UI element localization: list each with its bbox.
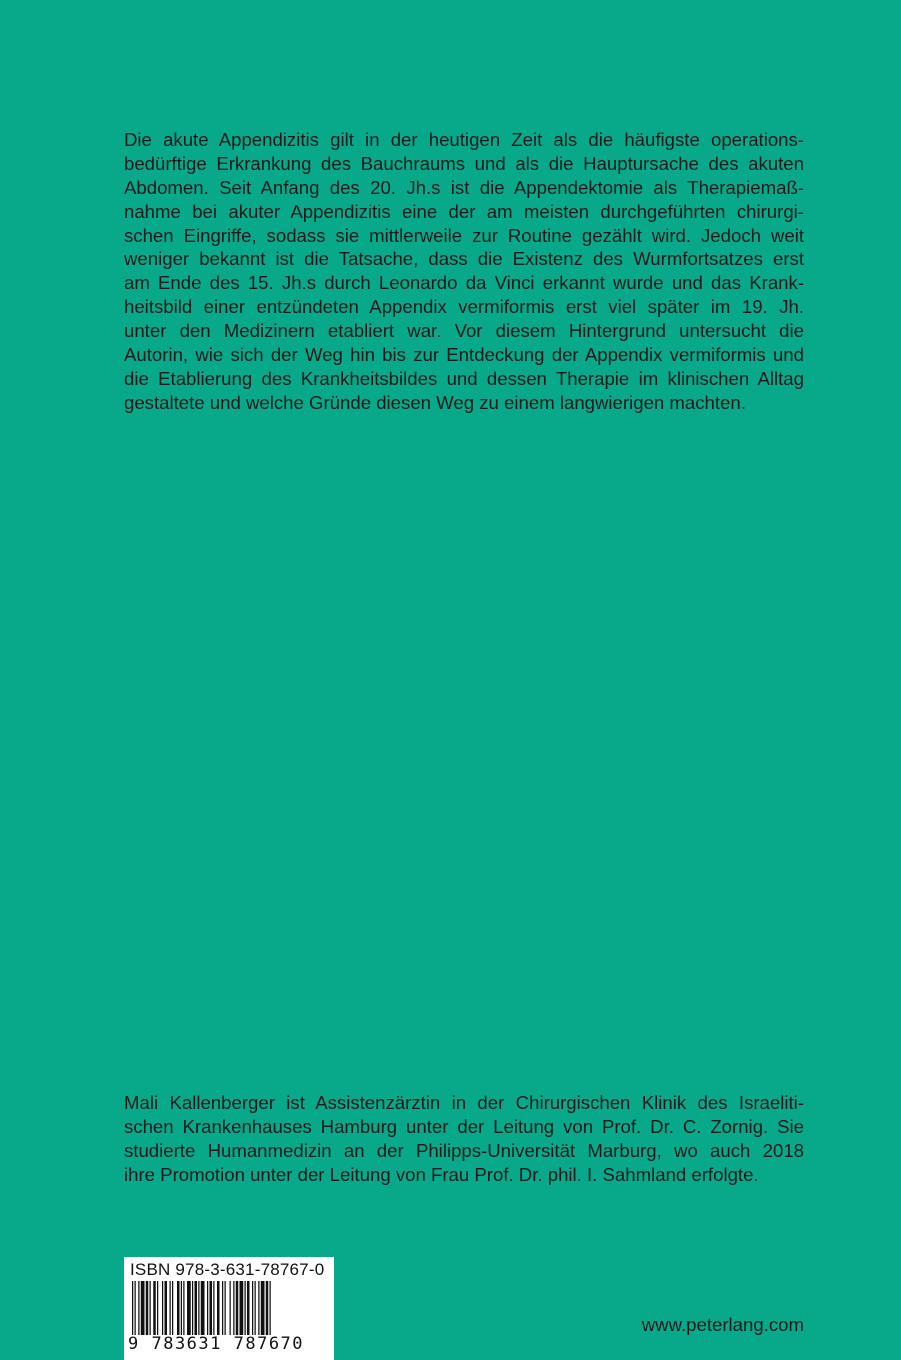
author-line: Mali Kallenberger ist Assistenzärztin in der Chirurgischen Klinik des Israeliti- — [124, 1092, 804, 1113]
blurb-line: am Ende des 15. Jh.s durch Leonardo da Vinci erkannt wurde und das Krank- — [124, 272, 804, 294]
blurb-line: gestaltete und welche Gründe diesen Weg zu einem langwierigen machten. — [124, 391, 746, 413]
author-line: schen Krankenhauses Hamburg unter der Leitung von Prof. Dr. C. Zornig. Sie — [124, 1116, 804, 1137]
author-bio — [124, 1091, 804, 1187]
barcode-bars — [132, 1281, 328, 1335]
blurb-line: heitsbild einer entzündeten Appendix vermiformis erst viel später im 19. Jh. — [124, 296, 804, 318]
blurb-line: Abdomen. Seit Anfang des 20. Jh.s ist die Appendektomie als Therapiemaß- — [124, 176, 804, 198]
blurb-line: bedürftige Erkrankung des Bauchraums und als die Hauptursache des akuten — [124, 152, 804, 174]
barcode-digits: 9 783631 787670 — [128, 1334, 305, 1354]
author-line: ihre Promotion unter der Leitung von Frau Prof. Dr. phil. I. Sahmland erfolgte. — [124, 1164, 759, 1185]
blurb-line: schen Eingriffe, sodass sie mittlerweile zur Routine gezählt wird. Jedoch weit — [124, 224, 804, 246]
author-line: studierte Humanmedizin an der Philipps-Universität Marburg, wo auch 2018 — [124, 1140, 804, 1161]
isbn-label: ISBN 978-3-631-78767-0 — [130, 1260, 325, 1279]
blurb-line: weniger bekannt ist die Tatsache, dass die Existenz des Wurmfortsatzes erst — [124, 248, 804, 270]
blurb-text — [124, 128, 804, 415]
blurb-line: die Etablierung des Krankheitsbildes und dessen Therapie im klinischen Alltag — [124, 367, 804, 389]
blurb-line: nahme bei akuter Appendizitis eine der am meisten durchgeführten chirurgi- — [124, 200, 804, 222]
publisher-website: www.peterlang.com — [641, 1314, 804, 1335]
blurb-line: unter den Medizinern etabliert war. Vor diesem Hintergrund untersucht die — [124, 320, 804, 342]
blurb-line: Die akute Appendizitis gilt in der heutigen Zeit als die häufigste operations- — [124, 129, 804, 150]
isbn-barcode-box — [124, 1257, 334, 1360]
blurb-line: Autorin, wie sich der Weg hin bis zur Entdeckung der Appendix vermiformis und — [124, 344, 804, 366]
